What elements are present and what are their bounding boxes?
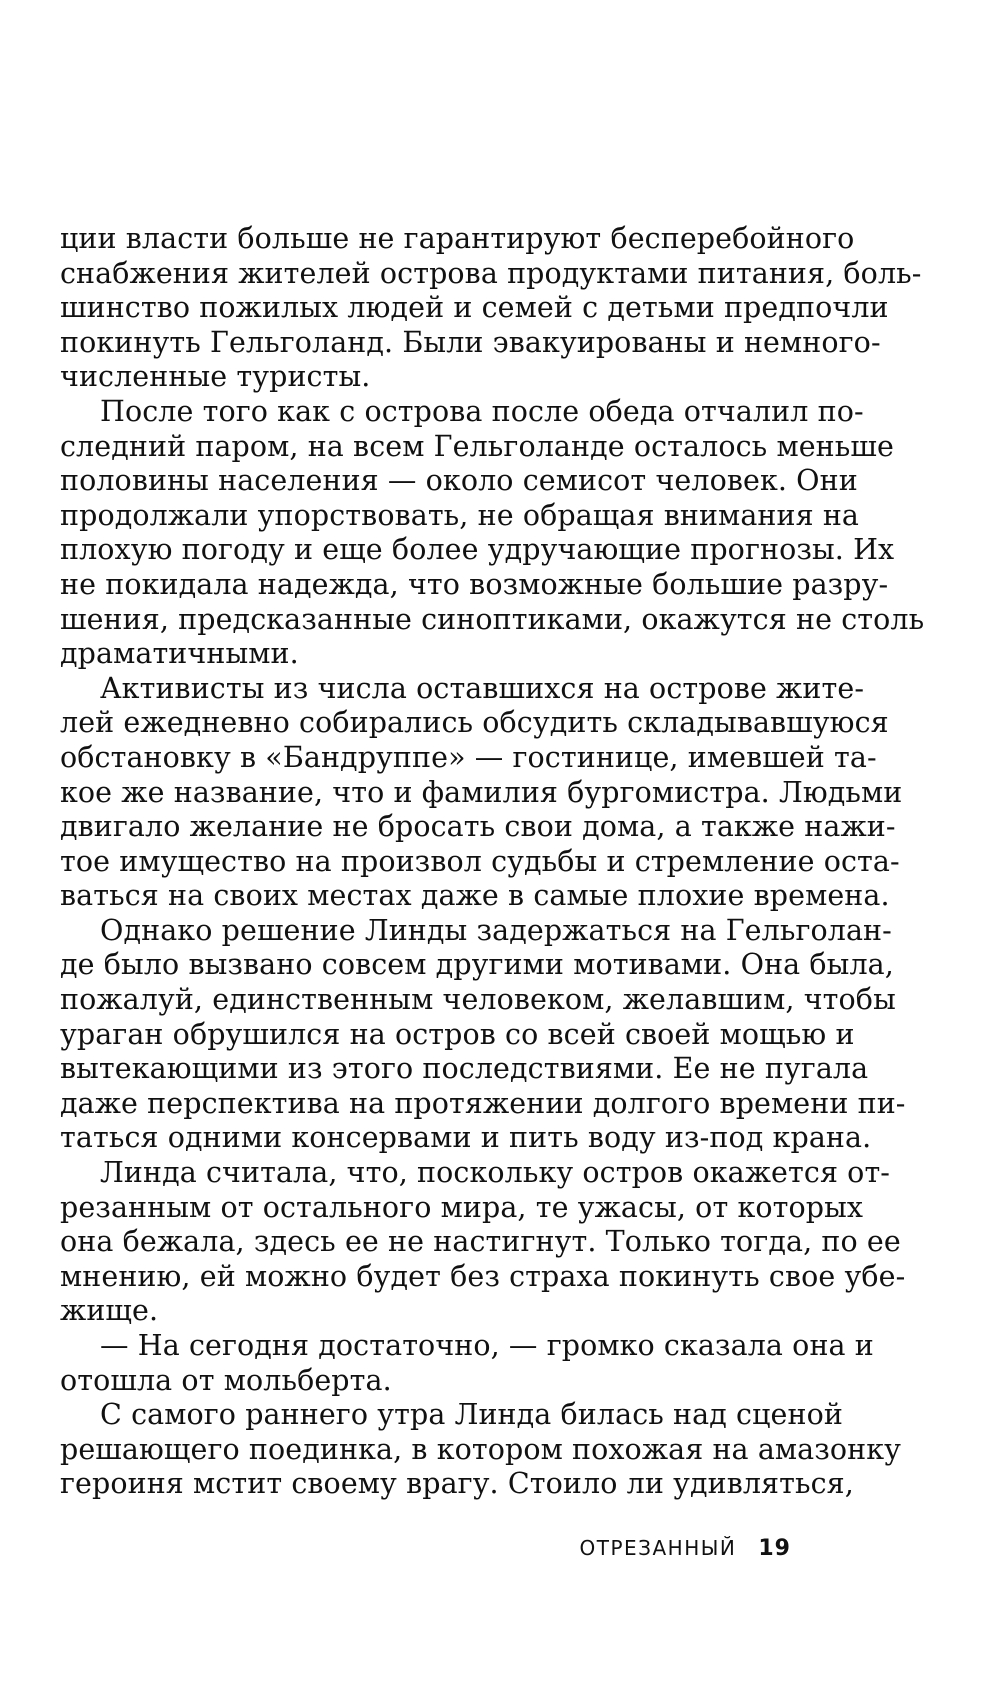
body-text — [60, 222, 925, 1502]
text-line: пожалуй, единственным человеком, желавшим, чтобы — [60, 983, 896, 1017]
text-line: покинуть Гельголанд. Были эвакуированы и немного- — [60, 325, 881, 359]
text-line: драматичными. — [60, 637, 299, 671]
text-line: Однако решение Линды задержаться на Гельголан- — [100, 913, 892, 947]
text-line: численные туристы. — [60, 360, 371, 394]
page-footer — [540, 1532, 791, 1564]
running-title: ОТРЕЗАННЫЙ — [579, 1536, 737, 1560]
text-line: даже перспектива на протяжении долгого времени пи- — [60, 1086, 906, 1120]
text-line: отошла от мольберта. — [60, 1363, 392, 1397]
text-line: таться одними консервами и пить воду из-под крана. — [60, 1121, 872, 1155]
text-line: двигало желание не бросать свои дома, а также нажи- — [60, 810, 896, 844]
text-line: ции власти больше не гарантируют бесперебойного — [60, 222, 855, 255]
text-line: кое же название, что и фамилия бургомистра. Людьми — [60, 775, 903, 809]
text-line: продолжали упорствовать, не обращая внимания на — [60, 498, 860, 532]
text-line: ваться на своих местах даже в самые плохие времена. — [60, 879, 890, 913]
text-line: резанным от остального мира, те ужасы, от которых — [60, 1190, 864, 1224]
text-line: шения, предсказанные синоптиками, окажутся не столь — [60, 602, 925, 636]
text-line: обстановку в «Бандруппе» — гостинице, имевшей та- — [60, 740, 877, 774]
text-line: не покидала надежда, что возможные большие разру- — [60, 567, 889, 601]
text-line: мнению, ей можно будет без страха покинуть свое убе- — [60, 1259, 906, 1293]
page-number: 19 — [758, 1535, 791, 1561]
text-line: Линда считала, что, поскольку остров окажется от- — [100, 1156, 891, 1190]
text-line: вытекающими из этого последствиями. Ее не пугала — [60, 1052, 869, 1086]
text-line: тое имущество на произвол судьбы и стремление оста- — [60, 844, 900, 878]
text-line: лей ежедневно собирались обсудить складывавшуюся — [60, 706, 889, 740]
text-line: шинство пожилых людей и семей с детьми предпочли — [60, 291, 889, 325]
text-line: С самого раннего утра Линда билась над сценой — [100, 1398, 843, 1432]
text-line: половины населения — около семисот человек. Они — [60, 464, 858, 498]
text-line: После того как с острова после обеда отчалил по- — [100, 394, 864, 428]
text-line: снабжения жителей острова продуктами питания, боль- — [60, 256, 922, 290]
text-line: ураган обрушился на остров со всей своей мощью и — [60, 1017, 855, 1051]
text-line: следний паром, на всем Гельголанде осталось меньше — [60, 429, 894, 463]
text-line: Активисты из числа оставшихся на острове жите- — [100, 671, 865, 705]
text-line: де было вызвано совсем другими мотивами. Она была, — [60, 948, 894, 982]
text-line: жище. — [60, 1294, 159, 1328]
text-line: героиня мстит своему врагу. Стоило ли удивляться, — [60, 1467, 854, 1501]
text-line: — На сегодня достаточно, — громко сказала она и — [100, 1329, 874, 1362]
text-line: она бежала, здесь ее не настигнут. Только тогда, по ее — [60, 1225, 901, 1259]
text-line: плохую погоду и еще более удручающие прогнозы. Их — [60, 533, 895, 567]
text-line: решающего поединка, в котором похожая на амазонку — [60, 1432, 902, 1466]
